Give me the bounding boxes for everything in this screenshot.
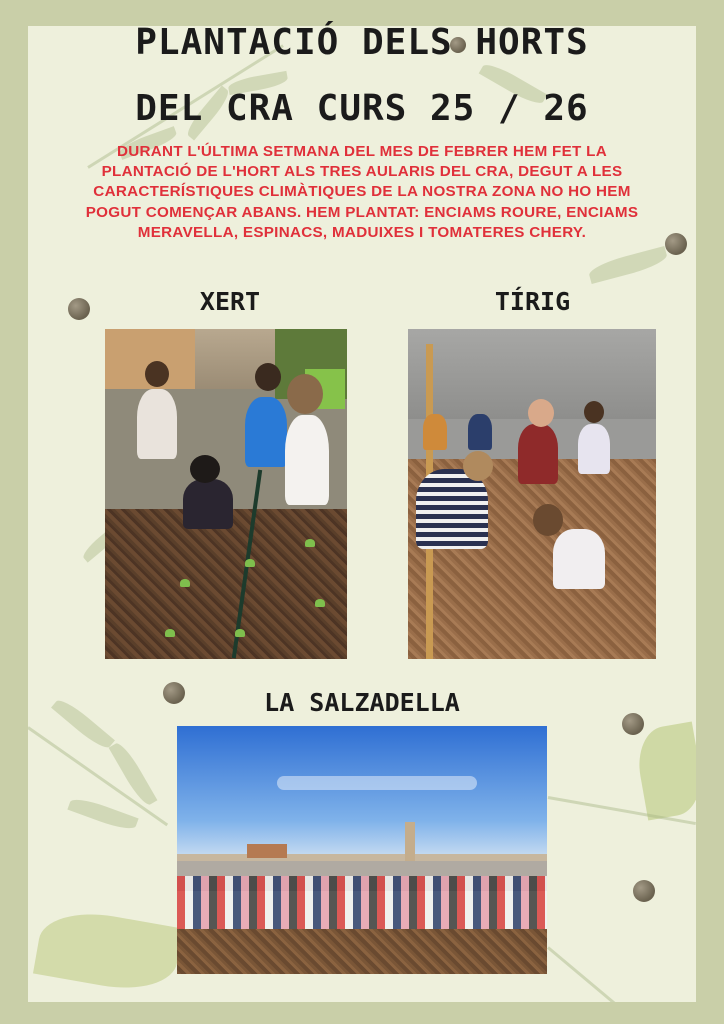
peppercorn-decoration xyxy=(622,713,644,735)
page-title-line-1: PLANTACIÓ DELS HORTS xyxy=(135,22,589,63)
leaf-decoration xyxy=(109,740,158,809)
group-of-students xyxy=(177,876,547,931)
section-label-xert: XERT xyxy=(199,287,261,316)
photo-xert xyxy=(105,329,347,659)
intro-paragraph: DURANT L'ÚLTIMA SETMANA DEL MES DE FEBRER HEM FET LA PLANTACIÓ DE L'HORT ALS TRES AULARIS DEL CRA, DEGUT A LES CARACTERÍSTIQUES CLIMÀTIQUES DE LA NOSTRA ZONA NO HO HEM POGUT COMENÇAR ABANS. HEM PLANTAT: ENCIAMS ROURE, ENCIAMS MERAVELLA, ESPINACS, MADUIXES I TOMATERES CHERY. xyxy=(85,143,639,241)
page-title-line-2: DEL CRA CURS 25 / 26 xyxy=(135,88,589,129)
basil-leaf-decoration xyxy=(633,721,696,820)
leaf-decoration xyxy=(67,795,138,834)
peppercorn-decoration xyxy=(633,880,655,902)
peppercorn-decoration xyxy=(163,682,185,704)
leaf-decoration xyxy=(587,246,669,284)
section-label-salzadella: LA SALZADELLA xyxy=(264,688,460,717)
leaf-decoration xyxy=(51,695,115,752)
peppercorn-decoration xyxy=(68,298,90,320)
section-label-tirig: TÍRIG xyxy=(494,287,571,316)
photo-tirig xyxy=(408,329,656,659)
house xyxy=(247,844,287,858)
stem-decoration xyxy=(547,946,641,1002)
church-tower xyxy=(405,822,415,862)
cloud xyxy=(277,776,477,790)
basil-leaf-decoration xyxy=(33,904,183,997)
photo-salzadella xyxy=(177,726,547,974)
peppercorn-decoration xyxy=(665,233,687,255)
